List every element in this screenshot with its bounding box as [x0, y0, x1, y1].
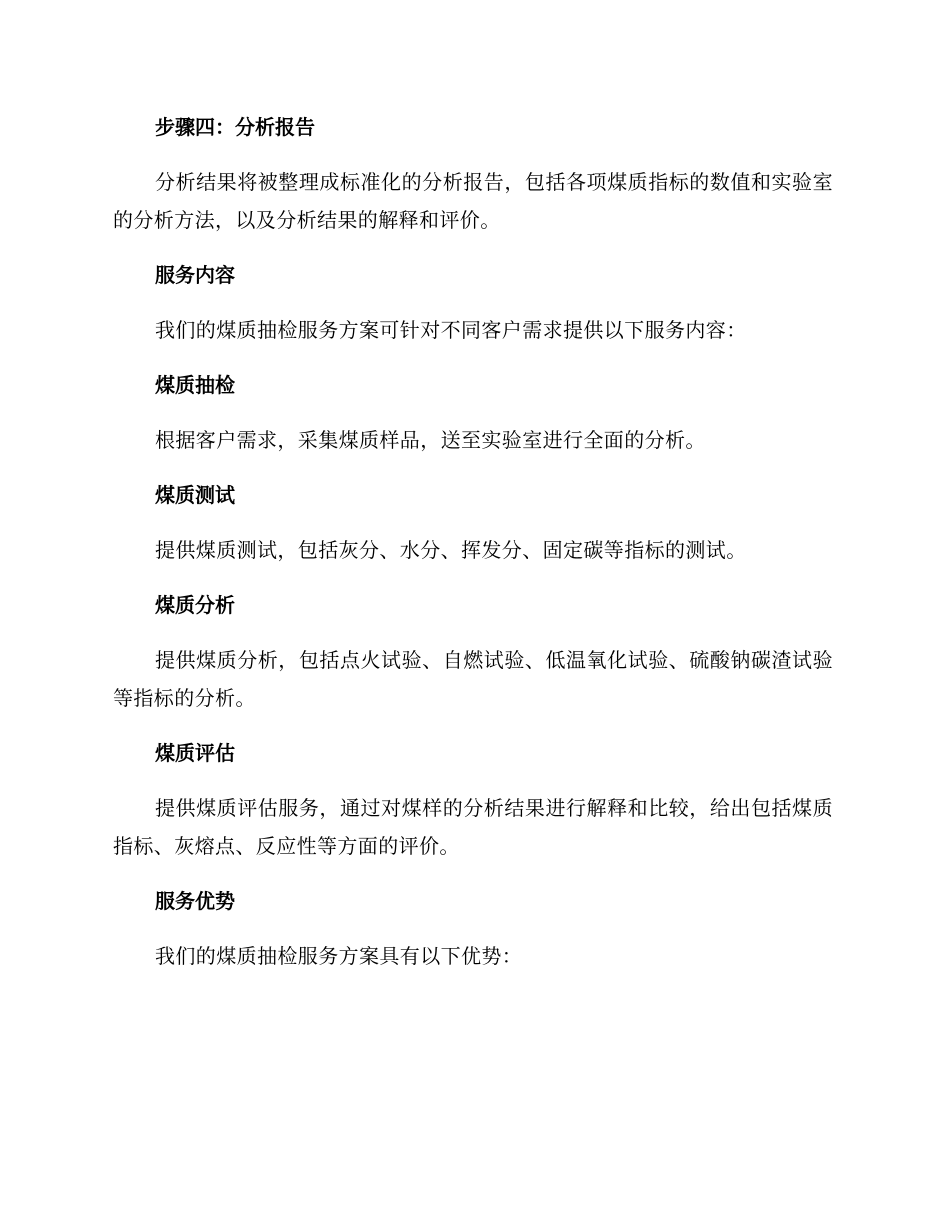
- paragraph-coal-analysis: 提供煤质分析，包括点火试验、自燃试验、低温氧化试验、硫酸钠碳渣试验等指标的分析。: [113, 648, 833, 710]
- paragraph-service-content-intro: 我们的煤质抽检服务方案可针对不同客户需求提供以下服务内容：: [155, 318, 747, 342]
- heading-coal-assessment: 煤质评估: [155, 741, 235, 765]
- paragraph-coal-sampling: 根据客户需求，采集煤质样品，送至实验室进行全面的分析。: [155, 428, 706, 452]
- heading-coal-sampling: 煤质抽检: [155, 373, 235, 397]
- heading-service-content: 服务内容: [155, 263, 235, 287]
- heading-service-advantages: 服务优势: [155, 889, 235, 913]
- paragraph-analysis-report: 分析结果将被整理成标准化的分析报告，包括各项煤质指标的数值和实验室的分析方法，以及分析结果的解释和评价。: [113, 170, 833, 232]
- document-body: [113, 108, 833, 992]
- heading-coal-analysis: 煤质分析: [155, 593, 235, 617]
- paragraph-coal-assessment: 提供煤质评估服务，通过对煤样的分析结果进行解释和比较，给出包括煤质指标、灰熔点、反应性等方面的评价。: [113, 796, 833, 858]
- heading-step4-analysis-report: 步骤四：分析报告: [155, 115, 315, 139]
- paragraph-coal-testing: 提供煤质测试，包括灰分、水分、挥发分、固定碳等指标的测试。: [155, 538, 747, 562]
- heading-coal-testing: 煤质测试: [155, 483, 235, 507]
- paragraph-service-advantages-intro: 我们的煤质抽检服务方案具有以下优势：: [155, 944, 523, 968]
